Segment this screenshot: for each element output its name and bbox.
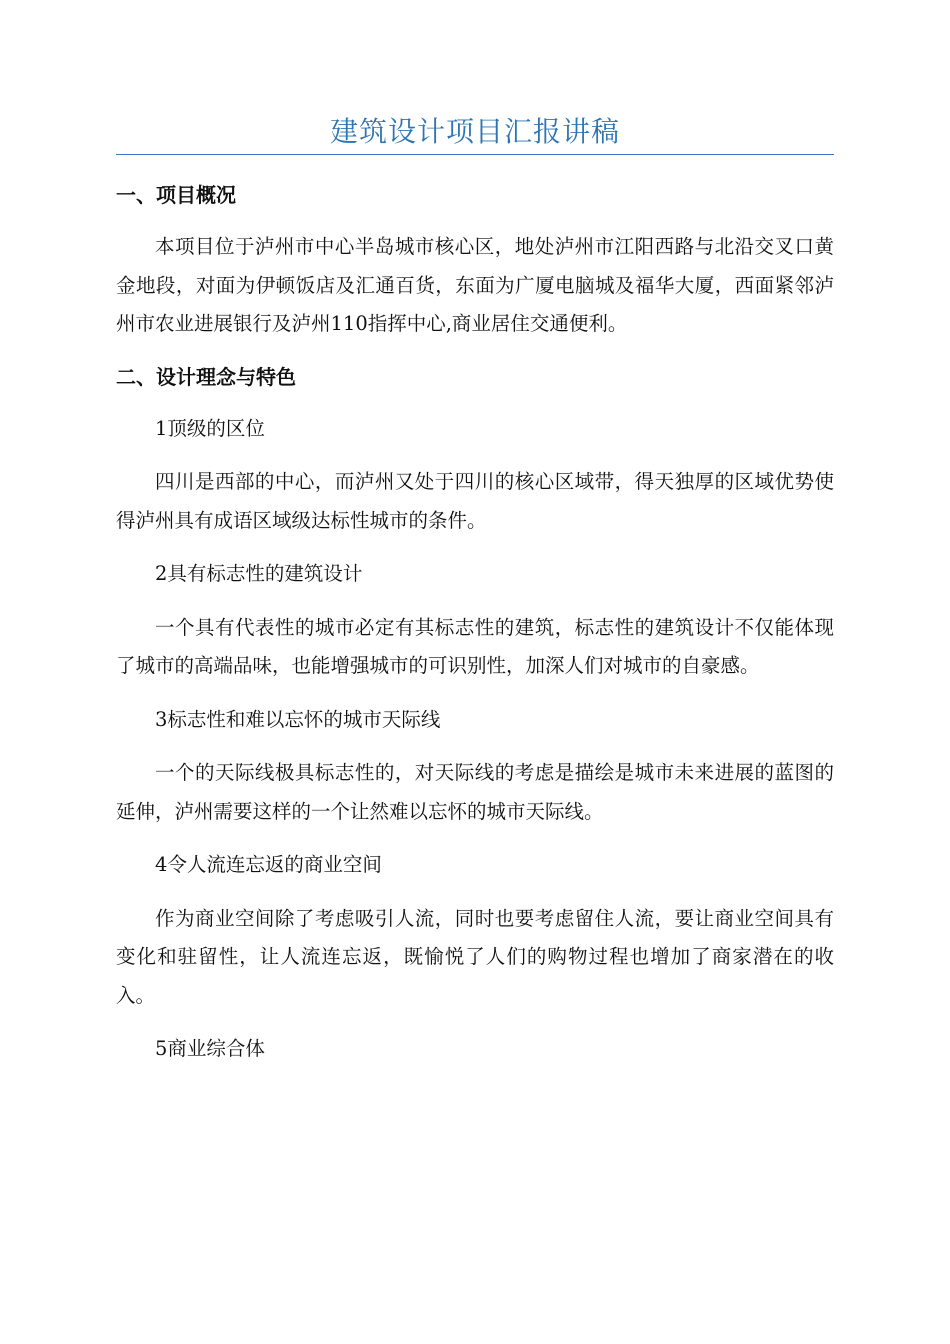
overview-paragraph: 本项目位于泸州市中心半岛城市核心区，地处泸州市江阳西路与北沿交叉口黄金地段，对面为伊顿饭店及汇通百货，东面为广厦电脑城及福华大厦，西面紧邻泸州市农业进展银行及泸州110指挥中心,商业居住交通便利。 bbox=[116, 235, 834, 335]
paragraph-landmark-design: 一个具有代表性的城市必定有其标志性的建筑，标志性的建筑设计不仅能体现了城市的高端品味，也能增强城市的可识别性，加深人们对城市的自豪感。 bbox=[116, 615, 834, 677]
subheading-commercial-complex: 5商业综合体 bbox=[155, 1037, 265, 1060]
title-divider bbox=[116, 154, 834, 155]
paragraph-skyline: 一个的天际线极具标志性的，对天际线的考虑是描绘是城市未来进展的蓝图的延伸，泸州需要这样的一个让然难以忘怀的城市天际线。 bbox=[116, 761, 834, 823]
paragraph-location: 四川是西部的中心，而泸州又处于四川的核心区域带，得天独厚的区域优势使得泸州具有成语区域级达标性城市的条件。 bbox=[116, 470, 834, 532]
document-title: 建筑设计项目汇报讲稿 bbox=[329, 115, 620, 148]
document-body bbox=[116, 177, 834, 1069]
section-heading-overview: 一、项目概况 bbox=[116, 183, 236, 207]
section-heading-design-concept: 二、设计理念与特色 bbox=[116, 364, 296, 389]
paragraph-commercial-space: 作为商业空间除了考虑吸引人流，同时也要考虑留住人流，要让商业空间具有变化和驻留性，让人流连忘返，既愉悦了人们的购物过程也增加了商家潜在的收入。 bbox=[116, 906, 834, 1007]
subheading-commercial-space: 4令人流连忘返的商业空间 bbox=[155, 853, 382, 876]
subheading-skyline: 3标志性和难以忘怀的城市天际线 bbox=[155, 707, 441, 731]
subheading-landmark-design: 2具有标志性的建筑设计 bbox=[155, 562, 363, 585]
subheading-location: 1顶级的区位 bbox=[155, 416, 265, 440]
